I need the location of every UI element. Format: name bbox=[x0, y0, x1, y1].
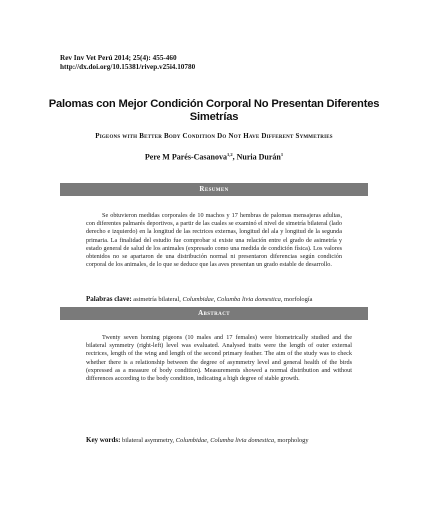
author-separator: , bbox=[232, 152, 235, 162]
resumen-keyword: Columba livia domestica, bbox=[216, 296, 283, 303]
author-2: Nuria Durán bbox=[236, 152, 281, 162]
article-title: Palomas con Mejor Condición Corporal No Presentan Diferentes Simetrías bbox=[48, 98, 380, 123]
abstract-keyword: bilateral asymmetry, bbox=[122, 437, 175, 444]
abstract-body: Twenty seven homing pigeons (10 males and 17 females) were biometrically studied and the bilateral symmetry (right-left) level was evaluated. Analysed traits were the length of outer external rectrices, length of the wing and length of the second primary feather. The aim of the study was to check whether there is a relationship between the degree of asymmetry level and general health of the birds (expressed as a measure of body condition). Measurements showed a normal distribution and without differences according to the body condition, indicating a high degree of stable growth. bbox=[86, 334, 352, 383]
journal-citation: Rev Inv Vet Perú 2014; 25(4): 455-460 bbox=[60, 54, 177, 62]
abstract-heading: Abstract bbox=[60, 307, 368, 320]
abstract-keywords bbox=[86, 436, 354, 445]
abstract-keyword: Columbidae, bbox=[175, 437, 209, 444]
author-1-affiliation: 1,2 bbox=[226, 152, 233, 157]
resumen-keywords-label: Palabras clave: bbox=[86, 295, 132, 303]
resumen-keyword: asimetría bilateral, bbox=[133, 296, 181, 303]
author-2-affiliation: 1 bbox=[280, 152, 284, 157]
resumen-body: Se obtuvieron medidas corporales de 10 machos y 17 hembras de palomas mensajeras adultas, con diferentes palmarés deportivos, a partir de las cuales se examinó el nivel de simetría bilateral (lado derecho e izquierdo) en la longitud de las rectrices externas, longitud del ala y longitud de la segunda primaria. La finalidad del estudio fue comprobar si existe una relación entre el grado de asimetría y estado general de salud de los animales (expresado como una medida de condición física). Los valores obtenidos no se apartaron de una distribución normal ni presentaron diferencias según condición corporal de los animales, de lo que se deduce que las aves presentan un grado estable de desarrollo. bbox=[86, 212, 342, 269]
abstract-keywords-label: Key words: bbox=[86, 436, 121, 444]
author-line bbox=[40, 152, 388, 162]
journal-header bbox=[60, 54, 195, 72]
author-1: Pere M Parés-Casanova bbox=[144, 152, 227, 162]
abstract-keyword: morphology bbox=[277, 437, 309, 444]
resumen-heading: Resumen bbox=[60, 183, 368, 196]
resumen-keywords bbox=[86, 295, 354, 304]
resumen-keyword: Columbidae, bbox=[182, 296, 216, 303]
abstract-keyword: Columba livia domestica, bbox=[210, 437, 276, 444]
resumen-keyword: morfología bbox=[284, 296, 313, 303]
journal-doi[interactable]: http://dx.doi.org/10.15381/rivep.v25i4.10780 bbox=[60, 63, 196, 71]
article-title-english: Pigeons with Better Body Condition Do Not Have Different Symmetries bbox=[95, 132, 333, 140]
